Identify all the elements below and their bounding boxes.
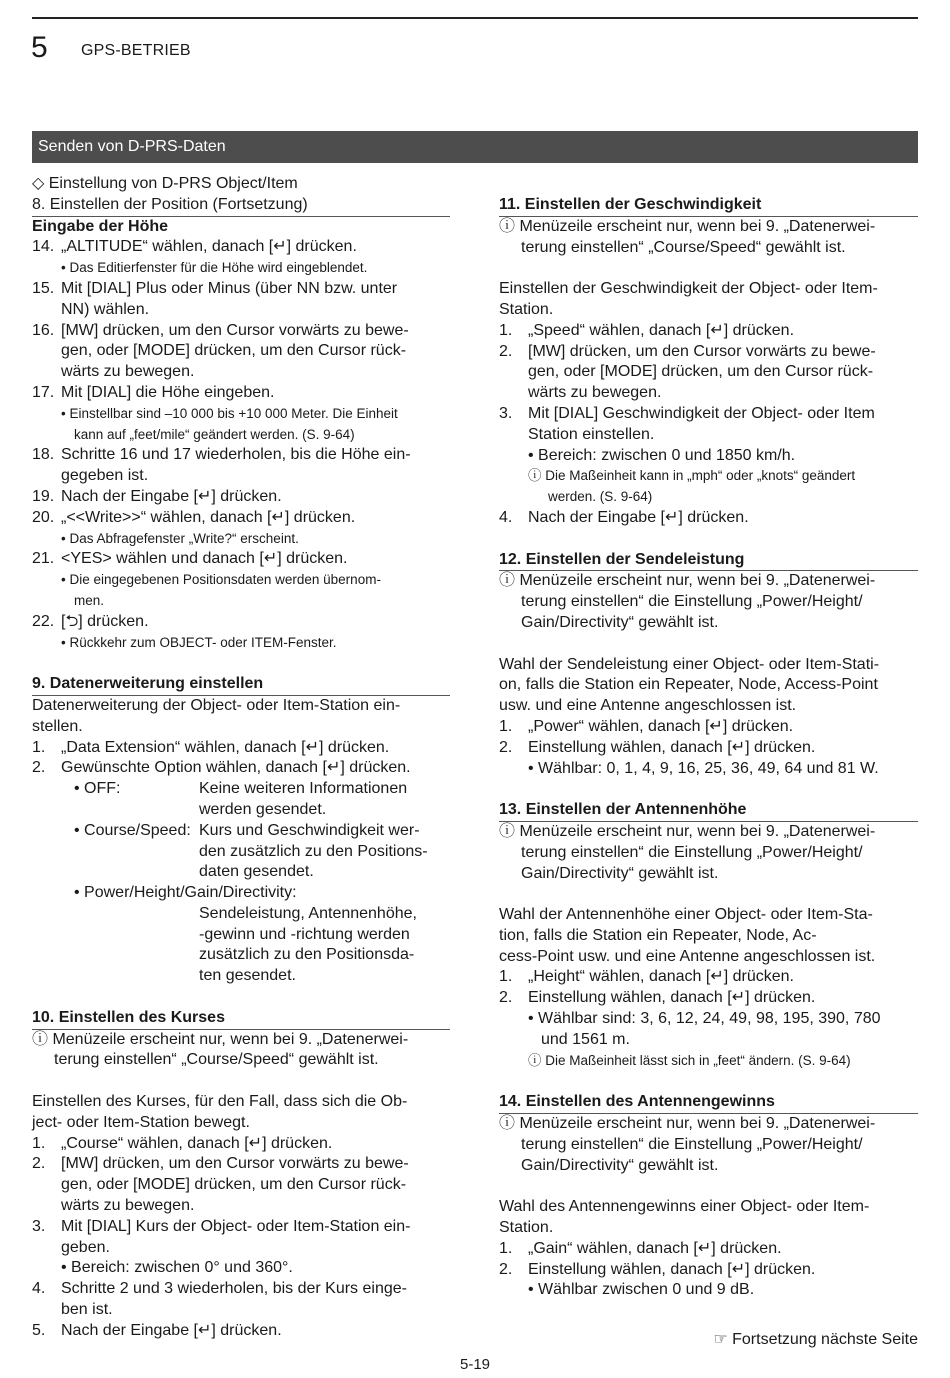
note-line: • Einstellbar sind –10 000 bis +10 000 Meter. Die Einheit	[61, 405, 398, 421]
step-continuation: gen, oder [MODE] drücken, um den Cursor rück-	[61, 342, 407, 360]
step-item	[32, 445, 450, 466]
text-line: stellen.	[32, 717, 83, 735]
spacer	[32, 653, 450, 674]
step-number: 1.	[32, 738, 46, 756]
step-item	[32, 487, 450, 508]
option-description: -gewinn und -richtung werden	[199, 925, 410, 943]
step-text: Einstellung wählen, danach [↵] drücken.	[528, 989, 816, 1007]
step-number: 20.	[32, 508, 55, 526]
step-continuation: wärts zu bewegen.	[61, 363, 195, 381]
step-number: 1.	[499, 1239, 513, 1257]
option-key: • OFF:	[74, 780, 121, 798]
text-line: Einstellen des Kurses, für den Fall, dass sich die Ob-	[32, 1093, 408, 1111]
section-heading: 10. Einstellen des Kurses	[32, 1008, 450, 1030]
step-text: Mit [DIAL] die Höhe eingeben.	[61, 383, 275, 401]
step-text: Nach der Eingabe [↵] drücken.	[61, 487, 282, 505]
text-line: Wahl des Antennengewinns einer Object- oder Item-	[499, 1198, 870, 1216]
spacer	[499, 529, 918, 550]
step-item	[32, 279, 450, 300]
spacer	[499, 779, 918, 800]
text-line: cess-Point usw. und eine Antenne angeschlossen ist.	[499, 947, 876, 965]
spacer	[499, 1071, 918, 1092]
step-number: 16.	[32, 321, 55, 339]
section-heading: 13. Einstellen der Antennenhöhe	[499, 800, 918, 822]
text-line: usw. und eine Antenne angeschlossen ist.	[499, 697, 797, 715]
chapter-title: GPS-BETRIEB	[81, 42, 191, 59]
option-item	[32, 779, 450, 800]
step-text: „ALTITUDE“ wählen, danach [↵] drücken.	[61, 238, 357, 256]
bullet-item: und 1561 m.	[541, 1030, 630, 1048]
info-note: terung einstellen“ die Einstellung „Power/Height/	[521, 843, 863, 861]
step-item	[32, 738, 450, 759]
info-note: terung einstellen“ „Course/Speed“ gewählt ist.	[521, 238, 846, 256]
text-line: Wahl der Antennenhöhe einer Object- oder Item-Sta-	[499, 906, 873, 924]
step-text: Einstellung wählen, danach [↵] drücken.	[528, 738, 816, 756]
step-text: Gewünschte Option wählen, danach [↵] drücken.	[61, 759, 411, 777]
note-line: kann auf „feet/mile“ geändert werden. (S. 9-64)	[74, 426, 355, 442]
step-continuation: geben.	[61, 1238, 110, 1256]
step-item	[32, 1134, 450, 1155]
step-text: Schritte 2 und 3 wiederholen, bis der Kurs einge-	[61, 1280, 407, 1298]
step-text: Mit [DIAL] Plus oder Minus (über NN bzw. unter	[61, 279, 398, 297]
step-item	[499, 738, 918, 759]
text-line: Einstellen der Geschwindigkeit der Object- oder Item-	[499, 280, 878, 298]
info-note: ⓘ Menüzeile erscheint nur, wenn bei 9. „Datenerwei-	[499, 572, 876, 590]
section-heading: 12. Einstellen der Sendeleistung	[499, 550, 918, 572]
step-text: [⮌] drücken.	[61, 612, 149, 630]
bullet-item: • Wählbar sind: 3, 6, 12, 24, 49, 98, 195, 390, 780	[528, 1010, 881, 1028]
step-item	[499, 342, 918, 363]
option-description: werden gesendet.	[199, 800, 327, 818]
section-heading: 8. Einstellen der Position (Fortsetzung)	[32, 195, 450, 217]
option-item: • Power/Height/Gain/Directivity:	[74, 884, 297, 902]
step-item	[32, 321, 450, 342]
option-description: den zusätzlich zu den Positions-	[199, 842, 428, 860]
spacer	[32, 1071, 450, 1092]
step-item	[32, 758, 450, 779]
step-continuation: ben ist.	[61, 1301, 113, 1319]
spacer	[32, 987, 450, 1008]
step-item	[32, 383, 450, 404]
step-item	[499, 967, 918, 988]
text-line: ◇ Einstellung von D-PRS Object/Item	[32, 175, 298, 192]
step-number: 1.	[499, 321, 513, 339]
bullet-item: • Bereich: zwischen 0 und 1850 km/h.	[528, 446, 796, 464]
step-text: „Data Extension“ wählen, danach [↵] drücken.	[61, 738, 390, 756]
note-line: • Die eingegebenen Positionsdaten werden übernom-	[61, 572, 381, 588]
step-number: 15.	[32, 279, 55, 297]
step-text: Einstellung wählen, danach [↵] drücken.	[528, 1260, 816, 1278]
step-text: „Course“ wählen, danach [↵] drücken.	[61, 1134, 333, 1152]
note-line: • Rückkehr zum OBJECT- oder ITEM-Fenster.	[61, 634, 337, 650]
step-text: „Height“ wählen, danach [↵] drücken.	[528, 968, 794, 986]
chapter-number: 5	[31, 31, 48, 64]
note-line: men.	[74, 592, 105, 608]
step-number: 3.	[499, 404, 513, 422]
step-number: 1.	[499, 968, 513, 986]
info-note: Gain/Directivity“ gewählt ist.	[521, 864, 719, 882]
step-item	[32, 549, 450, 570]
info-note: ⓘ Menüzeile erscheint nur, wenn bei 9. „Datenerwei-	[499, 822, 876, 840]
step-number: 1.	[32, 1134, 46, 1152]
step-number: 5.	[32, 1321, 46, 1339]
step-item	[32, 508, 450, 529]
text-line: Wahl der Sendeleistung einer Object- oder Item-Stati-	[499, 655, 880, 673]
spacer	[499, 634, 918, 655]
top-rule	[32, 17, 918, 19]
step-item	[499, 508, 918, 529]
step-number: 2.	[499, 989, 513, 1007]
left-column	[32, 174, 450, 1342]
step-text: „<<Write>>“ wählen, danach [↵] drücken.	[61, 508, 356, 526]
info-note: ⓘ Menüzeile erscheint nur, wenn bei 9. „Datenerwei-	[499, 1115, 876, 1133]
continue-note: ☞ Fortsetzung nächste Seite	[713, 1331, 918, 1348]
step-number: 4.	[32, 1280, 46, 1298]
info-note: ⓘ Die Maßeinheit kann in „mph“ oder „knots“ geändert	[528, 468, 856, 484]
option-description: daten gesendet.	[199, 863, 314, 881]
step-number: 1.	[499, 717, 513, 735]
step-text: Nach der Eingabe [↵] drücken.	[528, 508, 749, 526]
step-continuation: NN) wählen.	[61, 300, 150, 318]
sub-heading: Eingabe der Höhe	[32, 217, 169, 235]
option-description: ten gesendet.	[199, 967, 296, 985]
step-item	[499, 717, 918, 738]
option-key: • Course/Speed:	[74, 821, 191, 839]
step-item	[499, 1239, 918, 1260]
step-number: 2.	[499, 1260, 513, 1278]
step-text: „Gain“ wählen, danach [↵] drücken.	[528, 1239, 782, 1257]
text-line: ject- oder Item-Station bewegt.	[32, 1113, 250, 1131]
step-continuation: wärts zu bewegen.	[61, 1197, 195, 1215]
section-title: Senden von D-PRS-Daten	[32, 131, 918, 163]
step-number: 4.	[499, 508, 513, 526]
step-number: 14.	[32, 238, 55, 256]
text-line: Station.	[499, 1219, 554, 1237]
step-number: 17.	[32, 383, 55, 401]
step-item	[32, 1279, 450, 1300]
step-item	[499, 988, 918, 1009]
option-item	[32, 821, 450, 842]
step-text: <YES> wählen und danach [↵] drücken.	[61, 550, 348, 568]
info-note: ⓘ Menüzeile erscheint nur, wenn bei 9. „Datenerwei-	[499, 217, 876, 235]
step-text: Schritte 16 und 17 wiederholen, bis die Höhe ein-	[61, 446, 411, 464]
step-number: 19.	[32, 487, 55, 505]
step-text: [MW] drücken, um den Cursor vorwärts zu bewe-	[61, 1155, 409, 1173]
bullet-item: • Wählbar: 0, 1, 4, 9, 16, 25, 36, 49, 64 und 81 W.	[528, 759, 879, 777]
step-item	[32, 612, 450, 633]
step-item	[499, 1260, 918, 1281]
step-item	[32, 1154, 450, 1175]
info-note: ⓘ Die Maßeinheit lässt sich in „feet“ ändern. (S. 9-64)	[528, 1052, 851, 1068]
step-text: Nach der Eingabe [↵] drücken.	[61, 1321, 282, 1339]
spacer	[499, 1176, 918, 1197]
text-line: on, falls die Station ein Repeater, Node, Access-Point	[499, 676, 878, 694]
option-description: Kurs und Geschwindigkeit wer-	[199, 821, 420, 839]
option-description: Keine weiteren Informationen	[199, 780, 408, 798]
info-note: Gain/Directivity“ gewählt ist.	[521, 1156, 719, 1174]
step-text: Mit [DIAL] Geschwindigkeit der Object- oder Item	[528, 404, 875, 422]
note-line: • Das Editierfenster für die Höhe wird eingeblendet.	[61, 260, 368, 276]
step-number: 22.	[32, 612, 55, 630]
note-line: • Das Abfragefenster „Write?“ erscheint.	[61, 530, 299, 546]
step-number: 2.	[32, 1155, 46, 1173]
bullet-item: • Bereich: zwischen 0° und 360°.	[61, 1259, 293, 1277]
step-continuation: wärts zu bewegen.	[528, 384, 662, 402]
step-text: „Speed“ wählen, danach [↵] drücken.	[528, 321, 795, 339]
step-number: 2.	[499, 738, 513, 756]
step-number: 2.	[499, 342, 513, 360]
spacer	[499, 258, 918, 279]
step-text: [MW] drücken, um den Cursor vorwärts zu bewe-	[61, 321, 409, 339]
option-description: Sendeleistung, Antennenhöhe,	[199, 904, 417, 922]
text-line: tion, falls die Station ein Repeater, Node, Ac-	[499, 926, 817, 944]
bullet-item: • Wählbar zwischen 0 und 9 dB.	[528, 1281, 755, 1299]
step-text: [MW] drücken, um den Cursor vorwärts zu bewe-	[528, 342, 876, 360]
step-item	[499, 321, 918, 342]
info-note: terung einstellen“ die Einstellung „Power/Height/	[521, 1135, 863, 1153]
section-heading: 11. Einstellen der Geschwindigkeit	[499, 195, 918, 217]
page-number: 5-19	[459, 1356, 491, 1373]
step-continuation: Station einstellen.	[528, 425, 655, 443]
step-number: 18.	[32, 446, 55, 464]
step-item	[32, 1321, 450, 1342]
section-heading: 14. Einstellen des Antennengewinns	[499, 1092, 918, 1114]
info-note: ⓘ Menüzeile erscheint nur, wenn bei 9. „Datenerwei-	[32, 1030, 409, 1048]
info-note: terung einstellen“ „Course/Speed“ gewählt ist.	[54, 1051, 379, 1069]
step-item	[499, 404, 918, 425]
step-continuation: gen, oder [MODE] drücken, um den Cursor rück-	[61, 1176, 407, 1194]
step-item	[32, 1217, 450, 1238]
step-number: 3.	[32, 1217, 46, 1235]
info-note: terung einstellen“ die Einstellung „Power/Height/	[521, 593, 863, 611]
step-item	[32, 237, 450, 258]
option-description: zusätzlich zu den Positionsda-	[199, 946, 415, 964]
step-continuation: gen, oder [MODE] drücken, um den Cursor rück-	[528, 363, 874, 381]
step-number: 2.	[32, 759, 46, 777]
text-line: Datenerweiterung der Object- oder Item-Station ein-	[32, 696, 401, 714]
right-column	[499, 195, 918, 1301]
section-heading: 9. Datenerweiterung einstellen	[32, 674, 450, 696]
text-line: Station.	[499, 300, 554, 318]
step-continuation: gegeben ist.	[61, 467, 149, 485]
info-note: werden. (S. 9-64)	[548, 489, 653, 505]
step-text: Mit [DIAL] Kurs der Object- oder Item-Station ein-	[61, 1217, 411, 1235]
step-number: 21.	[32, 550, 55, 568]
step-text: „Power“ wählen, danach [↵] drücken.	[528, 717, 794, 735]
info-note: Gain/Directivity“ gewählt ist.	[521, 613, 719, 631]
spacer	[499, 884, 918, 905]
